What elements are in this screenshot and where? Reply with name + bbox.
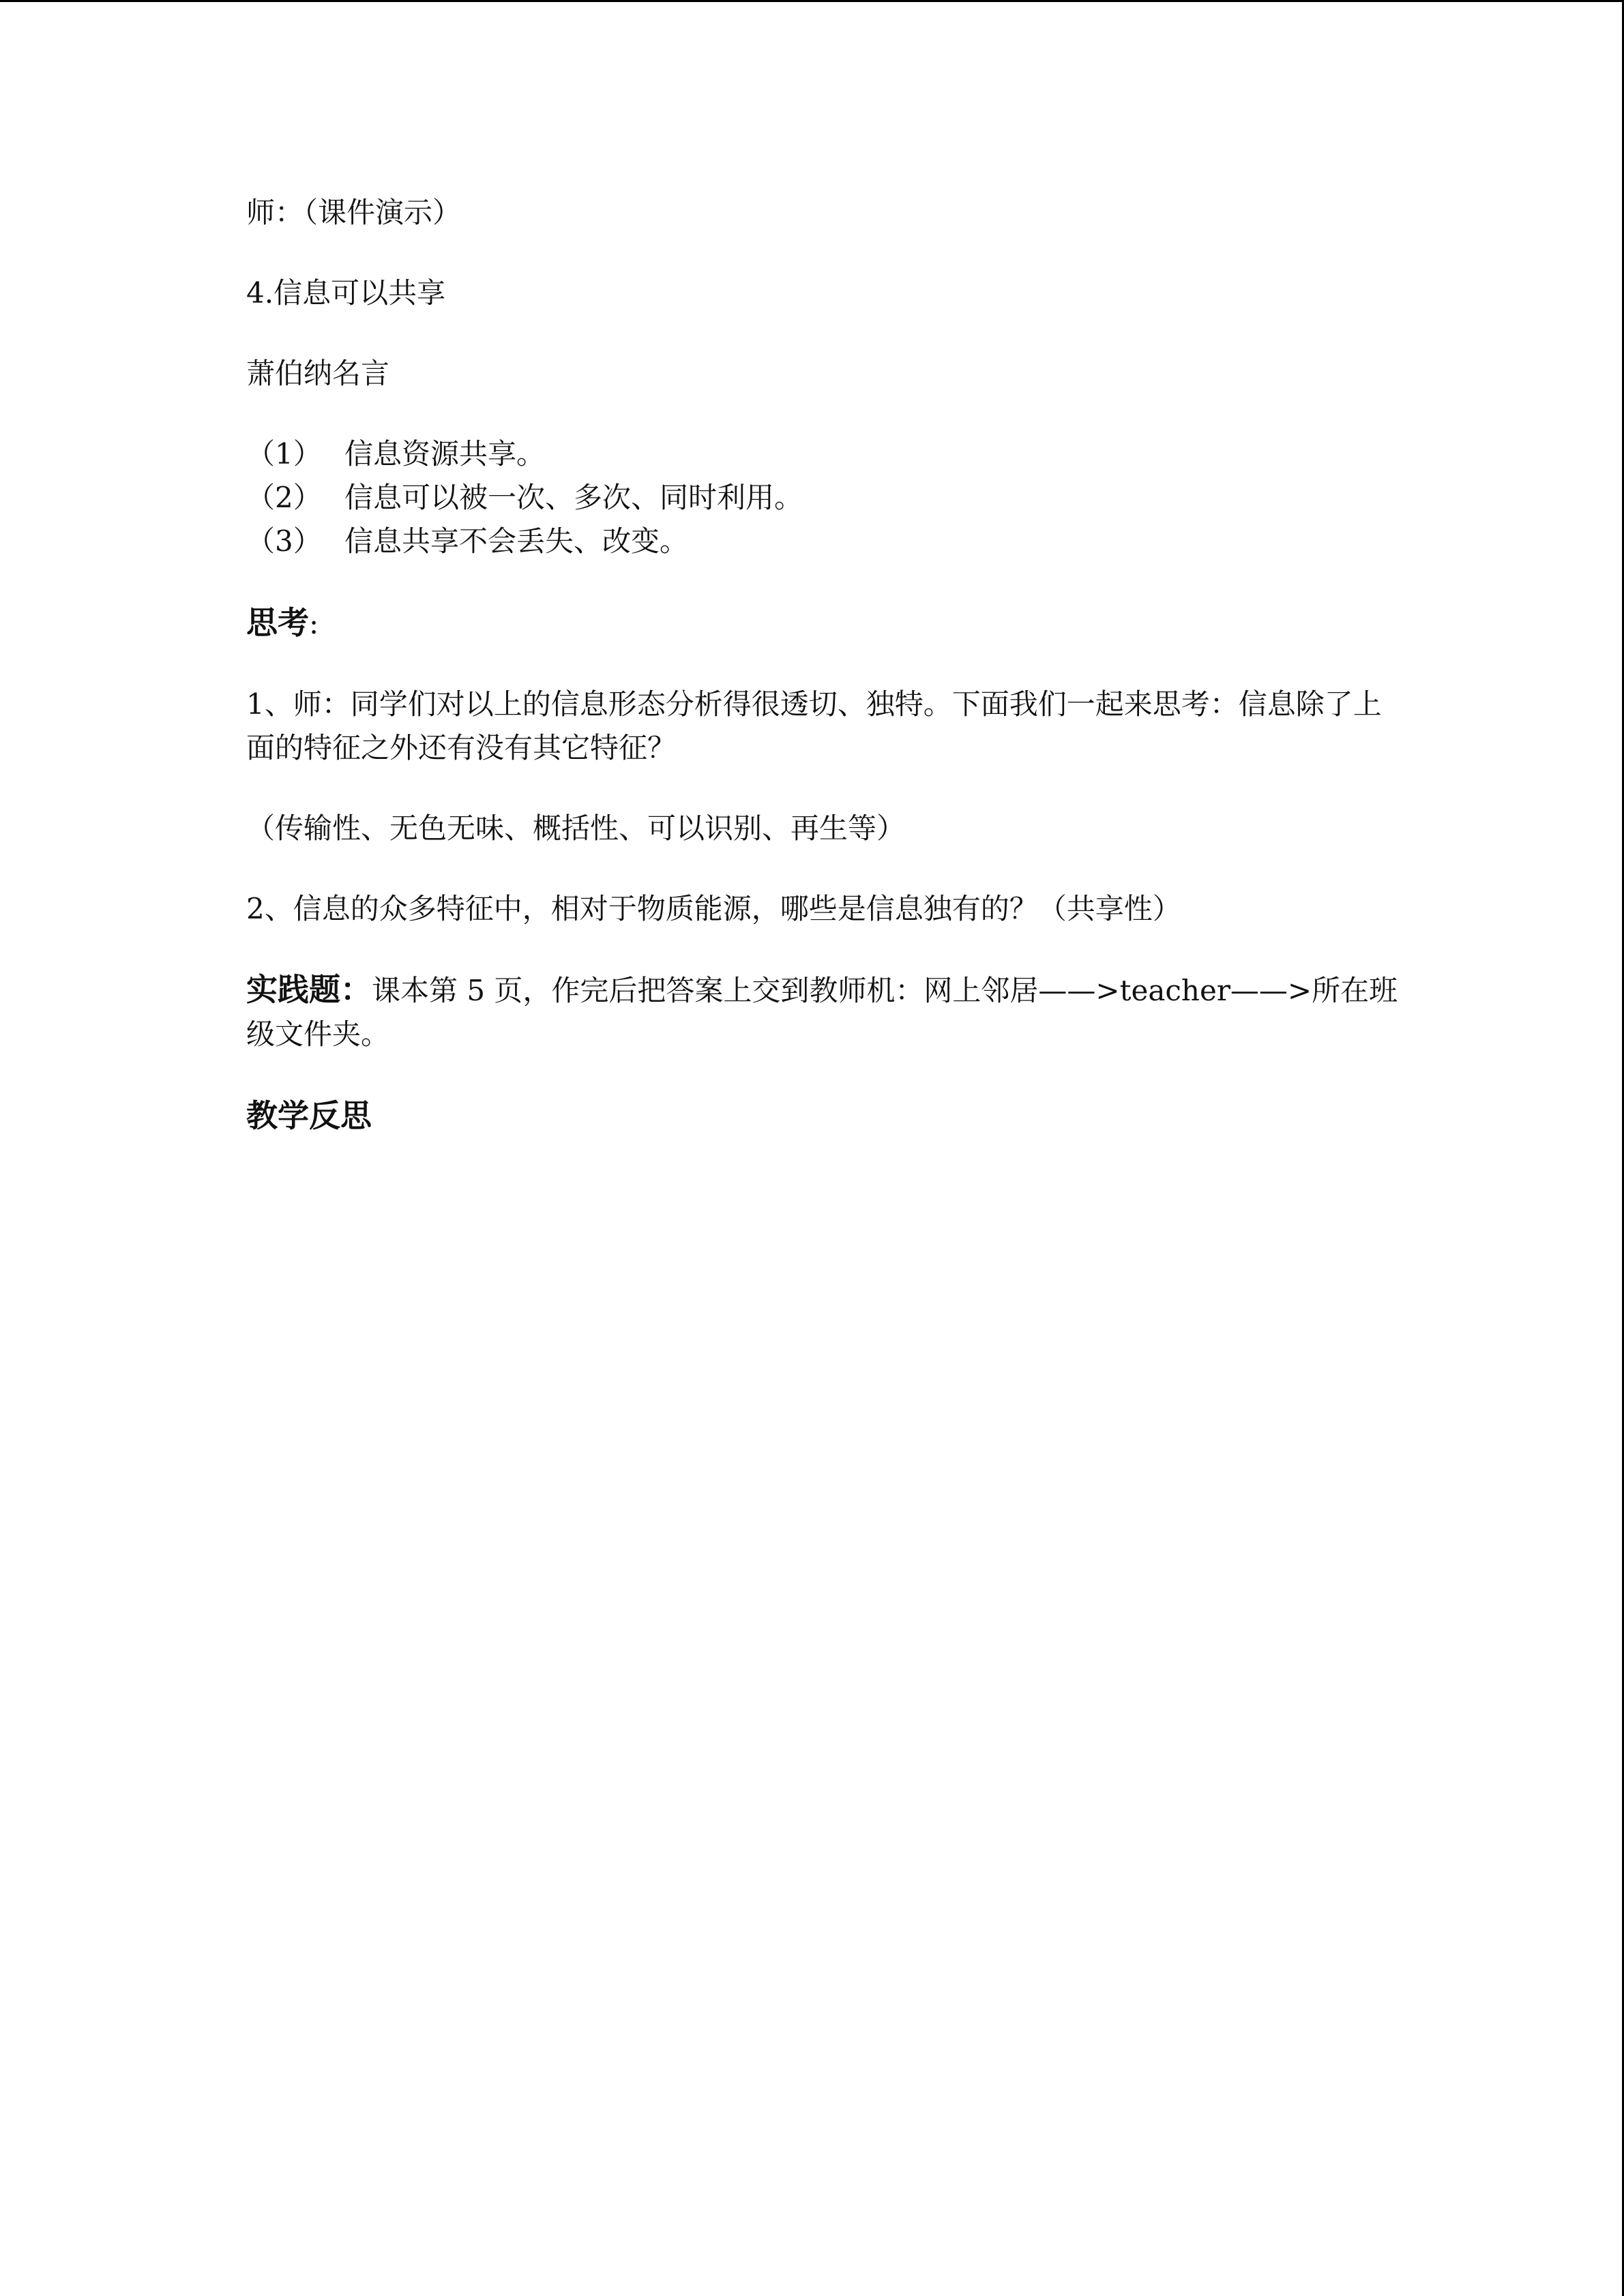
question-1-line-2: 面的特征之外还有没有其它特征？ bbox=[246, 731, 677, 764]
think-heading: 思考 bbox=[246, 604, 309, 641]
list-item bbox=[246, 476, 1392, 520]
question-2: 2、信息的众多特征中，相对于物质能源，哪些是信息独有的？（共享性） bbox=[246, 892, 1181, 925]
reflection-heading: 教学反思 bbox=[246, 1097, 372, 1134]
list-number: （2） bbox=[246, 481, 322, 514]
list-text: 信息可以被一次、多次、同时利用。 bbox=[344, 481, 803, 514]
share-list bbox=[246, 432, 1392, 563]
question-1-answer: （传输性、无色无味、概括性、可以识别、再生等） bbox=[246, 811, 906, 845]
practice-line-1 bbox=[246, 968, 1398, 1013]
page-border-top bbox=[0, 0, 1624, 2]
quote-line: 萧伯纳名言 bbox=[246, 357, 390, 390]
practice-label: 实践题： bbox=[246, 971, 372, 1008]
document-page bbox=[246, 191, 1398, 1138]
practice-line-2: 级文件夹。 bbox=[246, 1017, 390, 1051]
list-text: 信息共享不会丢失、改变。 bbox=[344, 524, 689, 558]
think-colon: : bbox=[309, 607, 319, 640]
practice-block bbox=[246, 968, 1398, 1056]
point-4-line: 4.信息可以共享 bbox=[246, 276, 446, 310]
list-item bbox=[246, 520, 1392, 563]
list-number: （1） bbox=[246, 437, 322, 471]
question-1-line-1: 1、师：同学们对以上的信息形态分析得很透切、独特。下面我们一起来思考：信息除了上 bbox=[246, 687, 1382, 721]
list-item bbox=[246, 432, 1392, 476]
teacher-demo-line: 师：（课件演示） bbox=[246, 196, 462, 229]
list-number: （3） bbox=[246, 524, 322, 558]
think-heading-line bbox=[246, 600, 1392, 646]
list-text: 信息资源共享。 bbox=[344, 437, 546, 471]
practice-text: 课本第 5 页，作完后把答案上交到教师机：网上邻居——>teacher——>所在班 bbox=[372, 974, 1398, 1007]
question-1 bbox=[246, 683, 1392, 770]
